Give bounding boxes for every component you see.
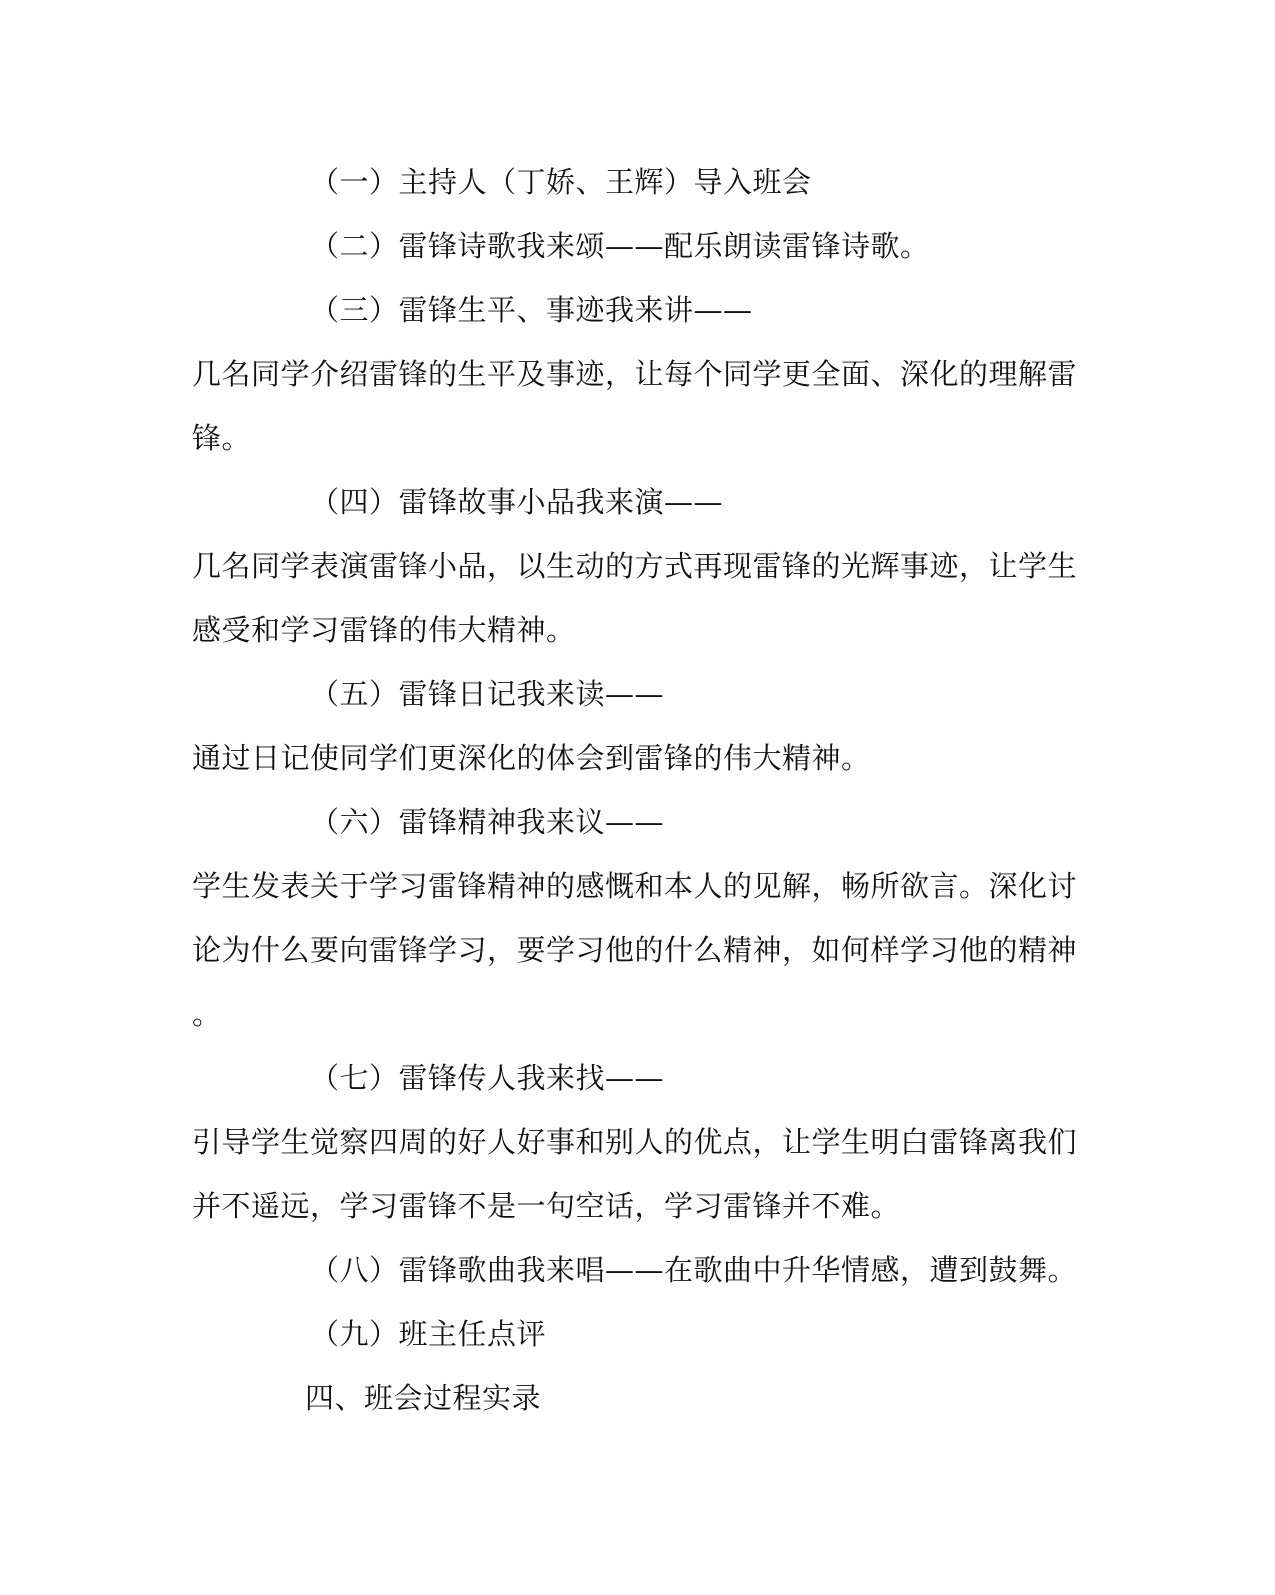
step-2-poem-recital: （二）雷锋诗歌我来颂——配乐朗读雷锋诗歌。 — [310, 229, 930, 263]
step-5-diary: （五）雷锋日记我来读—— — [310, 677, 665, 711]
step-3-life-story: （三）雷锋生平、事迹我来讲—— — [310, 293, 753, 327]
step-1-host-intro: （一）主持人（丁娇、王辉）导入班会 — [310, 165, 812, 199]
step-7-successors: （七）雷锋传人我来找—— — [310, 1061, 665, 1095]
step-4-description: 几名同学表演雷锋小品，以生动的方式再现雷锋的光辉事迹，让学生 — [192, 549, 1078, 583]
step-6-description-cont: 论为什么要向雷锋学习，要学习他的什么精神，如何样学习他的精神 — [192, 933, 1078, 967]
step-6-description: 学生发表关于学习雷锋精神的感慨和本人的见解，畅所欲言。深化讨 — [192, 869, 1078, 903]
step-6-description-end: 。 — [192, 997, 222, 1031]
step-7-description: 引导学生觉察四周的好人好事和别人的优点，让学生明白雷锋离我们 — [192, 1125, 1078, 1159]
step-7-description-cont: 并不遥远，学习雷锋不是一句空话，学习雷锋并不难。 — [192, 1189, 901, 1223]
section-4-heading: 四、班会过程实录 — [305, 1381, 542, 1415]
step-3-description-cont: 锋。 — [192, 421, 252, 455]
step-8-songs: （八）雷锋歌曲我来唱——在歌曲中升华情感，遭到鼓舞。 — [310, 1253, 1078, 1287]
step-4-description-cont: 感受和学习雷锋的伟大精神。 — [192, 613, 576, 647]
step-5-description: 通过日记使同学们更深化的体会到雷锋的伟大精神。 — [192, 741, 871, 775]
step-3-description: 几名同学介绍雷锋的生平及事迹，让每个同学更全面、深化的理解雷 — [192, 357, 1078, 391]
step-4-sketch: （四）雷锋故事小品我来演—— — [310, 485, 724, 519]
step-6-discussion: （六）雷锋精神我来议—— — [310, 805, 665, 839]
step-9-teacher-review: （九）班主任点评 — [310, 1317, 547, 1351]
